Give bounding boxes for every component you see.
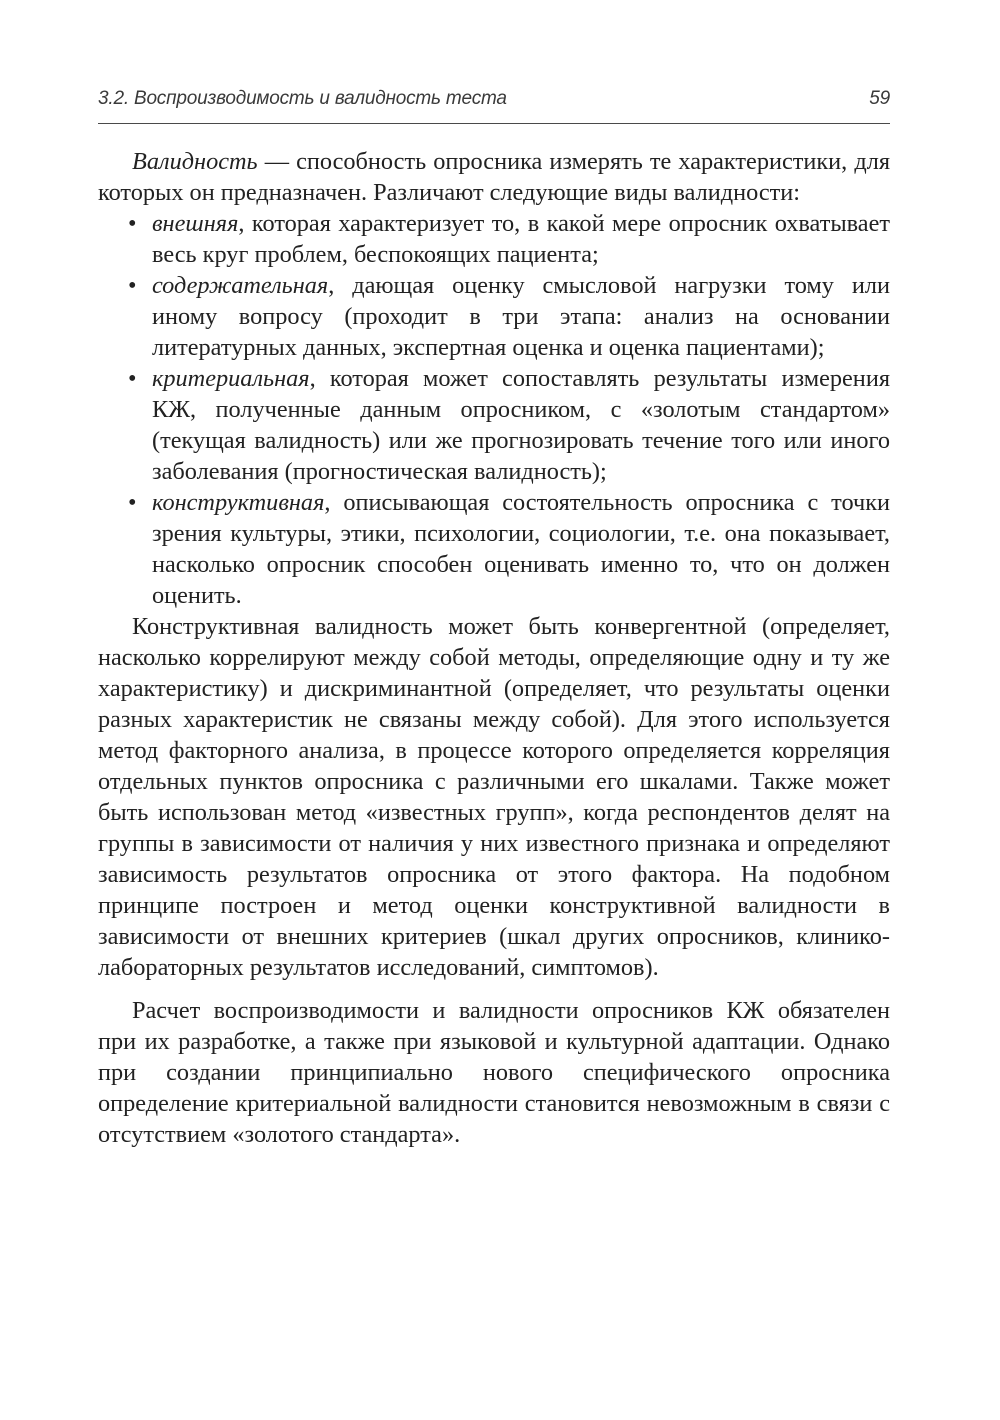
bullet-icon: • [128, 210, 137, 237]
list-item [98, 487, 890, 611]
intro-text: — способность опросника измерять те характеристики, для которых он предназначен. Различают следующие виды валидности: [98, 148, 890, 206]
header-rule [98, 123, 890, 124]
calculation-paragraph: Расчет воспроизводимости и валидности опросников КЖ обязателен при их разработке, а также при языковой и культурной адаптации. Однако при создании принципиально нового специфического опросника определение критериальной валидности становится невозможным в связи с отсутствием «золотого стандарта». [98, 997, 890, 1148]
list-item-text: , которая может сопоставлять результаты измерения КЖ, полученные данным опросником, с «золотым стандартом» (текущая валидность) или же прогнозировать течение того или иного заболевания (прогностическая валидность); [152, 365, 890, 485]
list-item-term: содержательная [152, 272, 329, 299]
bullet-icon: • [128, 489, 137, 516]
bullet-icon: • [128, 365, 137, 392]
list-item-term: конструктивная [152, 489, 325, 516]
intro-term: Валидность [132, 148, 258, 175]
bullet-icon: • [128, 272, 137, 299]
list-item-text: , описывающая состоятельность опросника с точки зрения культуры, этики, психологии, социологии, т.е. она показывает, насколько опросник способен оценивать именно то, что он должен оценить. [152, 489, 890, 609]
list-item-text: , которая характеризует то, в какой мере опросник охватывает весь круг проблем, беспокоящих пациента; [152, 210, 890, 268]
list-item [98, 208, 890, 270]
validity-types-list [98, 208, 890, 611]
list-item [98, 270, 890, 363]
list-item-term: внешняя [152, 210, 239, 237]
running-head [98, 88, 890, 118]
page-number: 59 [869, 88, 890, 109]
section-title: 3.2. Воспроизводимость и валидность теста [98, 88, 507, 109]
list-item-term: критериальная [152, 365, 310, 392]
construct-validity-paragraph: Конструктивная валидность может быть конвергентной (определяет, насколько коррелируют между собой методы, определяющие одну и ту же характеристику) и дискриминантной (определяет, что результаты оценки разных характеристик не связаны между собой). Для этого используется метод факторного анализа, в процессе которого определяется корреляция отдельных пунктов опросника с различными его шкалами. Также может быть использован метод «известных групп», когда респондентов делят на группы в зависимости от наличия у них известного признака и определяют зависимость результатов опросника от этого фактора. На подобном принципе построен и метод оценки конструктивной валидности в зависимости от внешних критериев (шкал других опросников, клинико-лабораторных результатов исследований, симптомов). [98, 613, 890, 981]
body-text [98, 146, 890, 1150]
list-item-text: , дающая оценку смысловой нагрузки тому или иному вопросу (проходит в три этапа: анализ на основании литературных данных, экспертная оценка и оценка пациентами); [152, 272, 890, 361]
intro-paragraph [98, 146, 890, 208]
list-item [98, 363, 890, 487]
